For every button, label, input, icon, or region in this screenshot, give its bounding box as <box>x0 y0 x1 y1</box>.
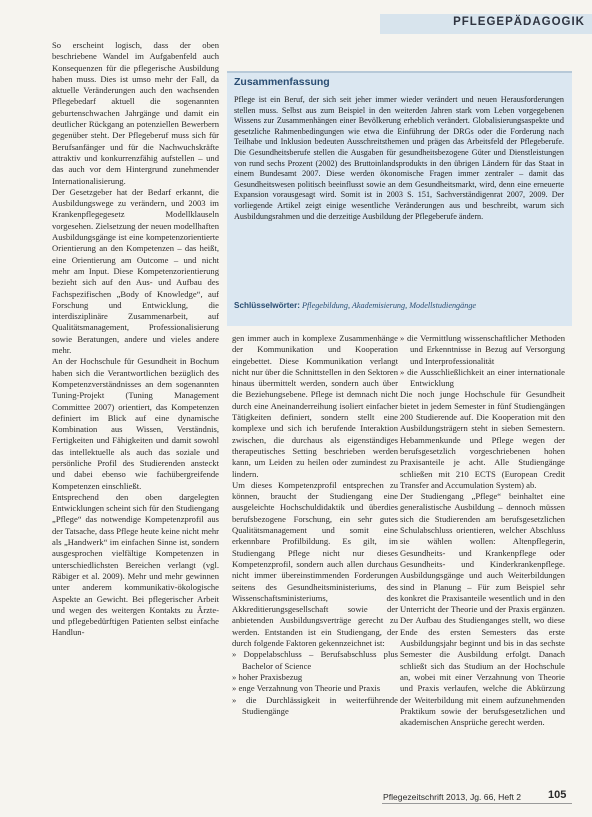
left-column <box>52 40 219 800</box>
abstract-body: Pflege ist ein Beruf, der sich seit jeher immer wieder verändert und neuen Herausforderungen stellen muss. Selbst aus zum Beispiel in den weiterden Jahren stark vom Leben vorgegebenen Wissens zur Zusammenhängen einer Bevölkerung erheblich verändert. Globalisierungsaspekte und gesetzliche Rahmenbedingungen wie etwa die Einführung der DRGs oder die Forderung nach Teilhabe und Inklusion bedeuten Ausschreitsthemen und prägen das Arbeitsfeld der Pflegeberufe. Die Gesundheitsberufe stellen die Ausgaben für gesundheitsbezogene Güter und Dienstleistungen von rund sechs Prozent (2002) des Bruttoinlandsprodukts in den übrigen Ländern für das Staat in einem Bundesamt 2007. Diese werden ökonomische Fragen immer zentraler – damit das Gesundheitswesen politisch beeinflusst sowie an dem Gesundheitsmarkt, wird, denn eine erneuerte Expansion vorausgesagt wird. Somit ist in 2003 S. 151, Sachverständigenrat 2007, 2009. Der vorliegende Artikel zeigt einige wesentliche Veränderungen aus und beschreibt, warum sich Ausbildungsrahmen und die derzeitige Ausbildung der Pflegeberufe ändern. <box>234 95 564 221</box>
list-item: » Doppelabschluss – Berufsabschluss plus Bachelor of Science <box>232 649 398 671</box>
paragraph: So erscheint logisch, dass der oben beschriebene Wandel im Aufgabenfeld auch Konsequenzen für die pflegerische Ausbildung haben muss. Dies ist umso mehr der Fall, da aktuelle Veränderungen auch den wachsenden Pflegebedarf aktuell die sogenannten geburtenschwachen Jahrgänge und damit ein deutlicher Rückgang an potenziellen Bewerbern gegenüber steht. Der Pflegeberuf muss sich für Berufsanfänger und für die Nachwuchskräfte attraktiv und konkurrenzfähig aufstellen – und das auch vor dem Hintergrund zunehmender Internationalisierung. <box>52 40 219 186</box>
page-number: 105 <box>548 789 567 801</box>
paragraph: Um dieses Kompetenzprofil entsprechen zu können, braucht der Studiengang eine ausgeleichte Hochschuldidaktik und überdies berufsbezogene Forschung, ein sehr gutes Qualitätsmanagement und somit eine erkennbare Profilbildung. Es gilt, im Studiengang Pflege nicht nur dieses Kompetenzprofil, sondern auch allen durchaus nicht immer übereinstimmenden Forderungen seitens des Gesundheitsministeriums, des Wissenschaftsministeriums, des Akkreditierungsgesellschaft sowie der anbietenden Ausbildungsverträge gerecht zu werden. Entstanden ist ein Studiengang, der durch folgende Faktoren gekennzeichnet ist: <box>232 479 398 649</box>
keywords-label: Schlüsselwörter: <box>234 301 300 310</box>
middle-column <box>232 333 398 793</box>
list-item: » hoher Praxisbezug <box>232 671 303 682</box>
list-item: » enge Verzahnung von Theorie und Praxis <box>232 683 381 694</box>
list-item: » die Vermittlung wissenschaftlicher Methoden und Erkenntnisse in Bezug auf Versorgung und Interprofessionalität <box>400 333 565 366</box>
paragraph: Die noch junge Hochschule für Gesundheit bietet in jedem Semester in fünf Studiengängen 200 Studierende auf. Die Kooperation mit den Ausbildungsträgern steht in sieben Semestern. Hebammenkunde und Pflege wegen der berufsgesetzlich vorgeschriebenen hohen Praxisanteile je acht. Alle Studiengänge schließen mit 210 ECTS (European Credit Transfer and Accumulation System) ab. <box>400 389 565 490</box>
section-title: PFLEGEPÄDAGOGIK <box>453 16 585 28</box>
footer-rule <box>382 803 572 804</box>
footer-journal: Pflegezeitschrift 2013, Jg. 66, Heft 2 <box>383 792 522 802</box>
abstract-box <box>227 71 572 326</box>
paragraph: Der Studiengang „Pflege“ beinhaltet eine generalistische Ausbildung – dennoch müssen sich die Studierenden am berufsgesetzlichen Schulabschluss orientieren, welcher Abschluss sie wählen wollen: Altenpflegerin, Gesundheits- und Krankenpflege oder Gesundheits- und Kinderkrankenpflege. Ausbildungsgänge und auch Weiterbildungen sind in Planung – Für zum Beispiel sehr konkret die Praxisanteile wesentlich und in den Unterricht der Theorie und der Praxis ergänzen. Der Aufbau des Studienganges stellt, wo diese Ende des ersten Semesters das erste Ausbildungsjahr beginnt und bis in das sechste Semester die Ausbildung erfolgt. Danach schließt sich das Studium an der Hochschule an, wobei mit einer Verzahnung von Theorie und Praxis verlaufen, welche die Abkürzung der Weiterbildung mit einem aufzunehmenden Praktikum sowie der berufsgesetzlichen und akademischen Ansprüche gerecht werden. <box>400 491 565 728</box>
list-item: » die Durchlässigkeit in weiterführende Studiengänge <box>232 694 398 716</box>
keywords <box>234 301 564 312</box>
paragraph: An der Hochschule für Gesundheit in Bochum haben sich die Verantwortlichen bezüglich des Kompetenzverständnisses an dem sogenannten Tuning-Projekt (Tuning Management Committee 2007) orientiert, das Kompetenzen definiert im Blick auf eine dynamische Kombination aus Wissen, Verständnis, Fertigkeiten und Fähigkeiten und damit sowohl das intellektuelle als auch das soziale und persönliche Profil des Studierenden ansteckt und dabei ebenso wie fachübergreifende Kompetenzen einschließt. <box>52 356 219 491</box>
list-item: » die Ausschließlichkeit an einer internationale Entwicklung <box>400 366 565 389</box>
right-column <box>400 333 565 793</box>
paragraph: gen immer auch in komplexe Zusammenhänge der Kommunikation und Kooperation eingebettet. Diese Kommunikation verlangt nicht nur über die Schnittstellen in den Sektoren hinaus übermittelt werden, sondern auch über die Beziehungsebene. Pflege ist demnach nicht durch eine Aneinanderreihung isoliert einfacher Tätigkeiten definiert, sondern stellt eine komplexe und sich ich berufende Interaktion zwischen, die durchaus als eigenständiges therapeutisches Setting beschrieben werden kann, um Leiden zu heilen oder zumindest zu lindern. <box>232 333 398 479</box>
paragraph: Der Gesetzgeber hat der Bedarf erkannt, die Ausbildungswege zu verändern, und 2003 im Krankenpflegegesetz Modellklauseln vorgesehen. Zielsetzung der neuen modellhaften Ausbildungsgänge ist eine kompetenzorientierte Orientierung an den Kompetenzen – das heißt, eine Orientierung am Outcome – und nicht mehr am Input. Diese Kompetenzorientierung bezieht sich auf den Aus- und Aufbau des Fachspezifischen „Body of Knowledge“, auf Forschung und Entwicklung, die interdisziplinäre Zusammenarbeit, auf Qualitätsmanagement, Professionalisierung sowie Beratungen, andere und vieles andere mehr. <box>52 186 219 356</box>
paragraph: Entsprechend den oben dargelegten Entwicklungen scheint sich für den Studiengang „Pflege“ das notwendige Kompetenzprofil aus der Tatsache, dass Pflege heute keine nicht mehr als „Handwerk“ im einfachen Sinne ist, sondern ausgesprochen vielfältige Kompetenzen in unterschiedlichsten Bereichen verlangt (vgl. Räbiger et al. 2009). Mehr und mehr gewinnen unter anderem kommunikativ-ökologische Aspekte an Gewicht. Bei pflegerischer Arbeit und wegen des weitergen Kontakts zu Ärzte- und pflegebedürftigen Patienten selbst einfache Handlun- <box>52 491 219 638</box>
abstract-title: Zusammenfassung <box>234 76 330 88</box>
keywords-list: Pflegebildung, Akademisierung, Modellstudiengänge <box>302 301 477 310</box>
